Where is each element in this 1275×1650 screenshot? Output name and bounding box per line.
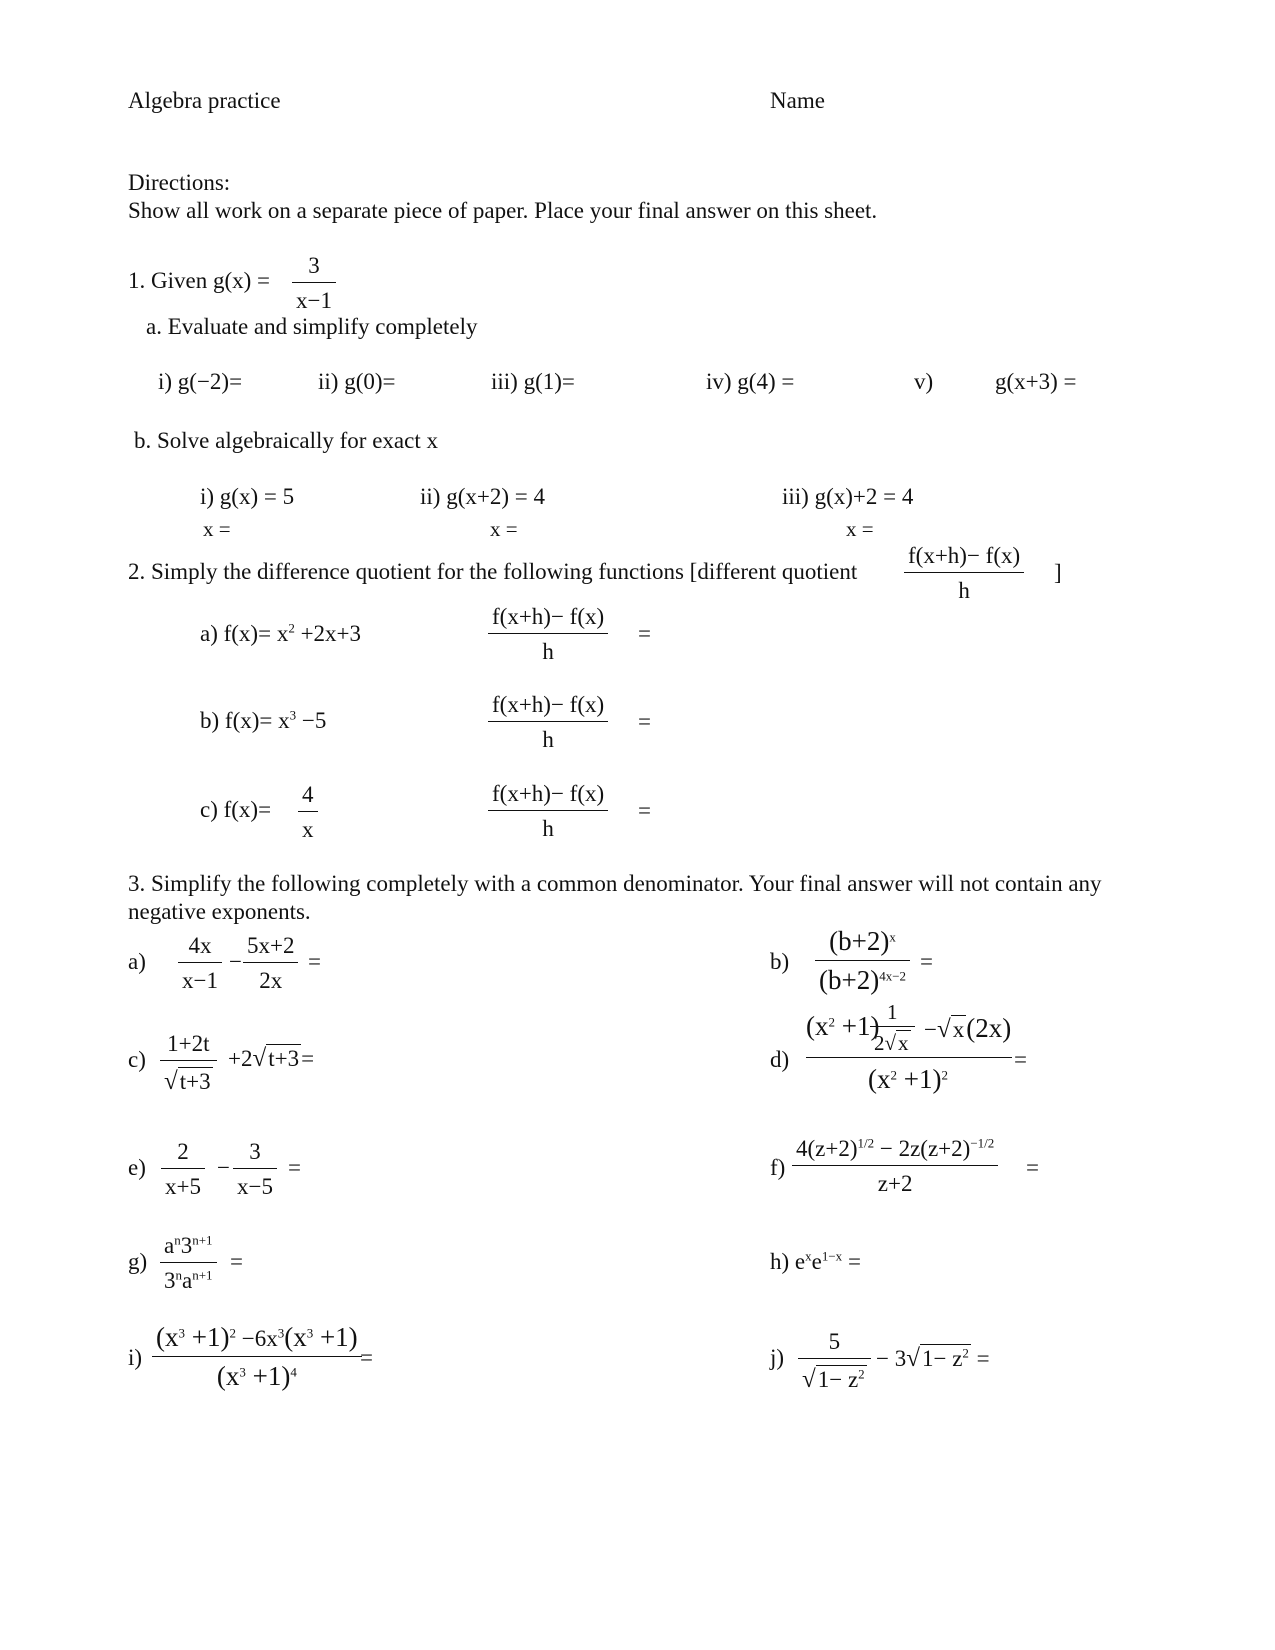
q3d-n-end: (2x) bbox=[966, 1013, 1012, 1043]
sqrt-symbol: √ bbox=[884, 1031, 897, 1055]
q3j-den-sq: 2 bbox=[858, 1366, 865, 1382]
q3d-n-lead: (x bbox=[806, 1011, 829, 1041]
q3f-eq: = bbox=[1026, 1155, 1039, 1180]
sqrt-symbol: √ bbox=[802, 1366, 816, 1393]
q3c-eq: = bbox=[301, 1046, 315, 1071]
q3a-frac-1 bbox=[178, 934, 222, 992]
q2b-exp: 3 bbox=[289, 707, 297, 723]
q3a-eq: = bbox=[308, 949, 321, 974]
q3h-lead: h) e bbox=[770, 1249, 806, 1274]
q3d-den-mid: +1) bbox=[897, 1064, 942, 1094]
q1b-answer-1: x = bbox=[203, 517, 231, 541]
q3j-tail bbox=[876, 1344, 990, 1371]
worksheet-title: Algebra practice bbox=[128, 88, 281, 113]
dq-numerator: f(x+h)− f(x) bbox=[908, 543, 1021, 568]
q3f-fraction bbox=[792, 1137, 998, 1195]
q3d-den-sq: 2 bbox=[890, 1067, 897, 1083]
q3h-exp-x: x bbox=[805, 1248, 812, 1264]
q3j-num: 5 bbox=[828, 1329, 841, 1354]
q2a-dq-num: f(x+h)− f(x) bbox=[492, 604, 605, 629]
q3j-tail-rad: 1− z bbox=[921, 1346, 963, 1371]
q1a-item-5: v) bbox=[914, 369, 934, 394]
q3i-den-cube: 3 bbox=[239, 1364, 246, 1380]
q3e-n1: 2 bbox=[177, 1139, 189, 1164]
q3c-den bbox=[160, 1060, 217, 1094]
q2b-eq: = bbox=[638, 709, 651, 734]
q3f-num bbox=[792, 1137, 998, 1165]
q3d-inner-den-lead: 2 bbox=[874, 1031, 885, 1055]
q3j-fraction bbox=[798, 1330, 871, 1392]
q2c-num: 4 bbox=[302, 782, 314, 807]
sqrt-symbol: √ bbox=[164, 1068, 178, 1095]
q3a-d2: 2x bbox=[243, 962, 298, 992]
q3d-num-tail bbox=[924, 1015, 1011, 1042]
q3j-tail-sq: 2 bbox=[962, 1345, 969, 1361]
q2c-fraction bbox=[298, 783, 318, 841]
q3g-num-b: 3 bbox=[180, 1233, 193, 1258]
q3d-inner-radicand: x bbox=[898, 1031, 909, 1055]
q2c-eq: = bbox=[638, 798, 651, 823]
q3g-label: g) bbox=[128, 1249, 148, 1274]
q3f-num-a: 4(z+2) bbox=[796, 1136, 858, 1161]
q3e-minus: − bbox=[217, 1155, 230, 1180]
q2a-eq: = bbox=[638, 621, 651, 646]
q3b-fraction bbox=[815, 928, 910, 994]
q3g-fraction bbox=[160, 1234, 217, 1292]
q3b-den-exp: 4x−2 bbox=[879, 968, 907, 984]
dq-denominator: h bbox=[904, 572, 1024, 602]
q3e-frac-2 bbox=[233, 1140, 277, 1198]
q2c-dq-num: f(x+h)− f(x) bbox=[492, 781, 605, 806]
q3h-eq: = bbox=[842, 1249, 861, 1274]
q3b-den-base: (b+2) bbox=[819, 965, 880, 995]
q3i-den-a: (x bbox=[216, 1361, 240, 1391]
name-label: Name bbox=[770, 88, 825, 113]
q2a-exp: 2 bbox=[288, 620, 295, 636]
q3b-eq: = bbox=[920, 949, 933, 974]
q3b-num-base: (b+2) bbox=[829, 926, 890, 956]
q3c-num: 1+2t bbox=[167, 1031, 210, 1056]
q3d-den-lead: (x bbox=[868, 1064, 891, 1094]
q3d-label: d) bbox=[770, 1047, 790, 1072]
q1a-item-1: i) g(−2)= bbox=[158, 369, 243, 394]
q3b-num-exp: x bbox=[889, 929, 896, 945]
q1a-item-4: iv) g(4) = bbox=[706, 369, 795, 394]
q3h-exp-1x: 1−x bbox=[821, 1248, 843, 1264]
q3d-den-exp: 2 bbox=[941, 1067, 948, 1083]
q3j-den-lead: 1− z bbox=[817, 1367, 859, 1392]
q3i-fraction bbox=[152, 1324, 362, 1390]
q3b-label: b) bbox=[770, 949, 790, 974]
q3i-num-a: (x bbox=[156, 1322, 179, 1352]
q1-num: 3 bbox=[308, 253, 320, 278]
q3c-tail bbox=[228, 1044, 314, 1071]
q3e-d2: x−5 bbox=[233, 1168, 277, 1198]
q3i-num-cube-1: 3 bbox=[178, 1325, 185, 1341]
q1b-item-1: i) g(x) = 5 bbox=[200, 484, 295, 509]
q2a-dq bbox=[488, 605, 608, 663]
q3g-den-b: a bbox=[182, 1268, 193, 1293]
q3d-inner-den bbox=[870, 1026, 915, 1054]
q3f-den: z+2 bbox=[792, 1165, 998, 1195]
q3d-inner-num: 1 bbox=[887, 1000, 898, 1024]
q1-lead: 1. Given g(x) = bbox=[128, 268, 270, 293]
q3d-n-mid: +1) bbox=[835, 1011, 880, 1041]
q3a-n2: 5x+2 bbox=[247, 933, 295, 958]
q3i-den-exp4: 4 bbox=[290, 1364, 297, 1380]
q2a-dq-den: h bbox=[488, 633, 608, 663]
q3j-eq: = bbox=[970, 1346, 990, 1371]
q3f-num-b: − 2z(z+2) bbox=[874, 1136, 971, 1161]
q3c-label: c) bbox=[128, 1047, 146, 1072]
q3i-den-b: +1) bbox=[245, 1361, 291, 1391]
q3c-tail-radicand: t+3 bbox=[268, 1046, 300, 1071]
q2b-dq-num: f(x+h)− f(x) bbox=[492, 692, 605, 717]
q3g-den bbox=[160, 1262, 217, 1292]
q3a-d1: x−1 bbox=[178, 962, 222, 992]
q3g-den-a: 3 bbox=[164, 1268, 176, 1293]
q1b-answer-3: x = bbox=[846, 517, 874, 541]
q3i-num-c: −6x bbox=[235, 1326, 278, 1351]
q3i-num bbox=[152, 1324, 362, 1356]
q1-fraction bbox=[292, 254, 336, 312]
q3-text: 3. Simplify the following completely with a common denominator. Your final answer will not contain any bbox=[128, 871, 1102, 896]
q1b-answer-2: x = bbox=[490, 517, 518, 541]
q3i-num-e: +1) bbox=[313, 1322, 358, 1352]
q3g-num-a: a bbox=[164, 1233, 175, 1258]
q3d-eq: = bbox=[1014, 1047, 1027, 1072]
q3c-tail-lead: +2 bbox=[228, 1046, 253, 1071]
q2a-tail: +2x+3 bbox=[294, 621, 362, 646]
directions-text: Show all work on a separate piece of paper. Place your final answer on this sheet. bbox=[128, 198, 878, 223]
q2a-label: a) f(x)= x bbox=[200, 621, 289, 646]
q3d-den bbox=[868, 1066, 948, 1093]
q2-dq-fraction bbox=[904, 544, 1024, 602]
q3i-num-cube-2: 3 bbox=[277, 1325, 285, 1341]
sqrt-symbol: √ bbox=[252, 1045, 267, 1072]
q3a-minus: − bbox=[229, 949, 242, 974]
q2c-label: c) f(x)= bbox=[200, 797, 272, 822]
q3e-d1: x+5 bbox=[161, 1168, 205, 1198]
q3d-num-lead bbox=[806, 1013, 879, 1040]
q1b-item-3: iii) g(x)+2 = 4 bbox=[782, 484, 914, 509]
q1b-label: b. Solve algebraically for exact x bbox=[134, 428, 438, 453]
q3g-den-exp-n1: n+1 bbox=[192, 1267, 213, 1283]
sqrt-symbol: √ bbox=[906, 1345, 920, 1372]
q3d-n-exp: 2 bbox=[828, 1014, 835, 1030]
q2a-function bbox=[200, 622, 361, 645]
q3h-expression bbox=[770, 1250, 861, 1273]
q3b-den bbox=[815, 960, 910, 994]
q2-text: 2. Simply the difference quotient for the following functions [different quotient bbox=[128, 559, 858, 584]
q3a-frac-2 bbox=[243, 934, 298, 992]
q1a-item-2: ii) g(0)= bbox=[318, 369, 396, 394]
q3e-eq: = bbox=[288, 1155, 301, 1180]
q2c-den: x bbox=[298, 811, 318, 841]
q3i-num-exp2: 2 bbox=[229, 1325, 236, 1341]
q3c-fraction bbox=[160, 1032, 217, 1094]
q3g-num-exp-n1: n+1 bbox=[192, 1232, 213, 1248]
q3b-num bbox=[815, 928, 910, 960]
q3i-num-cube-3: 3 bbox=[306, 1325, 314, 1341]
q3h-mid: e bbox=[811, 1249, 822, 1274]
q3d-fraction-bar bbox=[806, 1057, 1012, 1058]
q3e-n2: 3 bbox=[249, 1139, 261, 1164]
q3i-num-d: (x bbox=[284, 1322, 307, 1352]
q1a-item-5-expr: g(x+3) = bbox=[995, 369, 1077, 394]
q2b-tail: −5 bbox=[296, 708, 327, 733]
q2c-dq bbox=[488, 782, 608, 840]
q3i-eq: = bbox=[360, 1345, 373, 1370]
directions-label: Directions: bbox=[128, 170, 231, 195]
q1b-item-2: ii) g(x+2) = 4 bbox=[420, 484, 545, 509]
q1-den: x−1 bbox=[292, 282, 336, 312]
q3c-den-radicand: t+3 bbox=[179, 1069, 211, 1094]
q3g-den-exp-n: n bbox=[175, 1267, 182, 1283]
q3e-frac-1 bbox=[161, 1140, 205, 1198]
q2b-function bbox=[200, 709, 326, 732]
q3i-label: i) bbox=[128, 1345, 143, 1370]
q3j-tail-radicand bbox=[920, 1344, 971, 1370]
q3g-num-exp-n: n bbox=[174, 1232, 181, 1248]
q2b-label: b) f(x)= x bbox=[200, 708, 290, 733]
q3d-minus: − bbox=[924, 1017, 937, 1042]
q1a-label: a. Evaluate and simplify completely bbox=[146, 314, 478, 339]
q3j-den-radicand bbox=[816, 1365, 867, 1391]
q2c-dq-den: h bbox=[488, 810, 608, 840]
q2b-dq-den: h bbox=[488, 721, 608, 751]
q3g-num bbox=[160, 1234, 217, 1262]
q3j-tail-lead: − 3 bbox=[876, 1346, 907, 1371]
q3i-den bbox=[152, 1356, 362, 1390]
q2b-dq bbox=[488, 693, 608, 751]
q3d-radicand: x bbox=[952, 1017, 965, 1042]
q3i-num-b: +1) bbox=[185, 1322, 230, 1352]
q3-text-2: negative exponents. bbox=[128, 899, 311, 924]
q3f-exp-b: −1/2 bbox=[970, 1135, 995, 1151]
q3j-label: j) bbox=[770, 1345, 785, 1370]
q3e-label: e) bbox=[128, 1155, 146, 1180]
sqrt-symbol: √ bbox=[936, 1016, 951, 1043]
q3d-inner-fraction bbox=[870, 1002, 915, 1054]
q3g-eq: = bbox=[230, 1249, 243, 1274]
q3f-exp-a: 1/2 bbox=[857, 1135, 875, 1151]
q3j-den bbox=[798, 1358, 871, 1392]
q3f-label: f) bbox=[770, 1155, 786, 1180]
q3a-label: a) bbox=[128, 949, 146, 974]
q1a-item-3: iii) g(1)= bbox=[491, 369, 575, 394]
q2-close-bracket: ] bbox=[1054, 560, 1062, 585]
q3a-n1: 4x bbox=[188, 933, 212, 958]
